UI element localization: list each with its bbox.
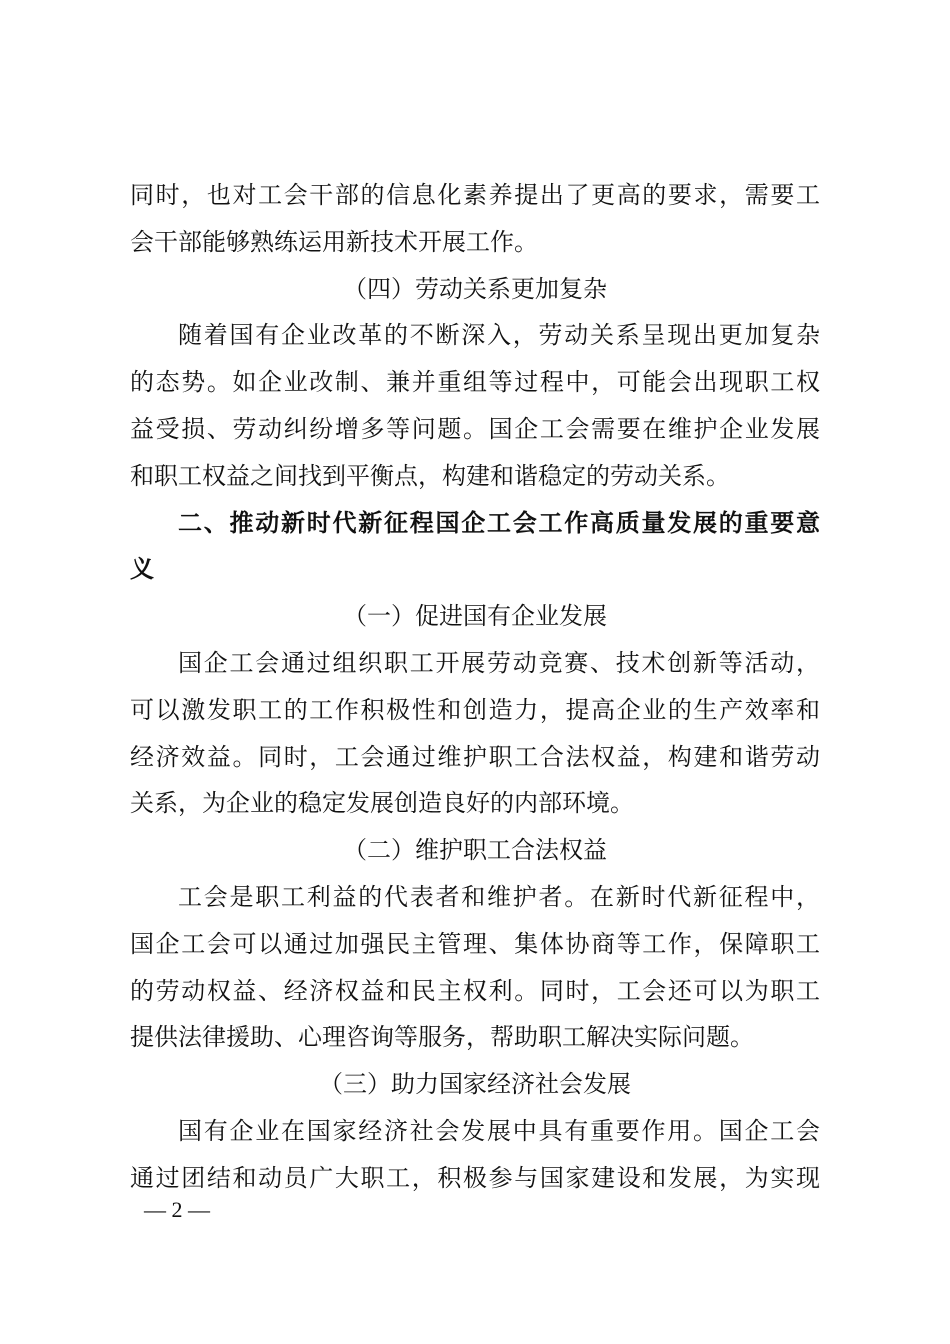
paragraph-line: 益受损、劳动纠纷增多等问题。国企工会需要在维护企业发展 [130,414,820,443]
paragraph-line: 的劳动权益、经济权益和民主权利。同时，工会还可以为职工 [130,976,820,1005]
paragraph-line: 国企工会可以通过加强民主管理、集体协商等工作，保障职工 [130,929,820,958]
section-subheading: （一）促进国有企业发展 [343,602,607,631]
paragraph-line: 可以激发职工的工作积极性和创造力，提高企业的生产效率和 [130,695,820,724]
section-heading: 义 [130,555,154,584]
paragraph-line: 国企工会通过组织职工开展劳动竞赛、技术创新等活动， [178,648,820,677]
paragraph-line: 经济效益。同时，工会通过维护职工合法权益，构建和谐劳动 [130,742,820,771]
paragraph-line: 会干部能够熟练运用新技术开展工作。 [130,227,538,256]
page-number: — 2 — [144,1197,210,1222]
paragraph-line: 提供法律援助、心理咨询等服务，帮助职工解决实际问题。 [130,1023,754,1052]
paragraph-line: 关系，为企业的稳定发展创造良好的内部环境。 [130,789,634,818]
section-heading: 二、推动新时代新征程国企工会工作高质量发展的重要意 [178,508,820,537]
section-subheading: （三）助力国家经济社会发展 [319,1070,631,1099]
paragraph-line: 通过团结和动员广大职工，积极参与国家建设和发展，为实现 [130,1163,820,1192]
document-body [130,172,820,1202]
section-subheading: （四）劳动关系更加复杂 [343,274,607,303]
paragraph-line: 国有企业在国家经济社会发展中具有重要作用。国企工会 [178,1116,820,1145]
paragraph-line: 的态势。如企业改制、兼并重组等过程中，可能会出现职工权 [130,368,820,397]
paragraph-line: 和职工权益之间找到平衡点，构建和谐稳定的劳动关系。 [130,461,730,490]
paragraph-line: 工会是职工利益的代表者和维护者。在新时代新征程中， [178,882,820,911]
section-subheading: （二）维护职工合法权益 [343,836,607,865]
paragraph-line: 同时，也对工会干部的信息化素养提出了更高的要求，需要工 [130,181,820,209]
paragraph-line: 随着国有企业改革的不断深入，劳动关系呈现出更加复杂 [178,321,820,350]
